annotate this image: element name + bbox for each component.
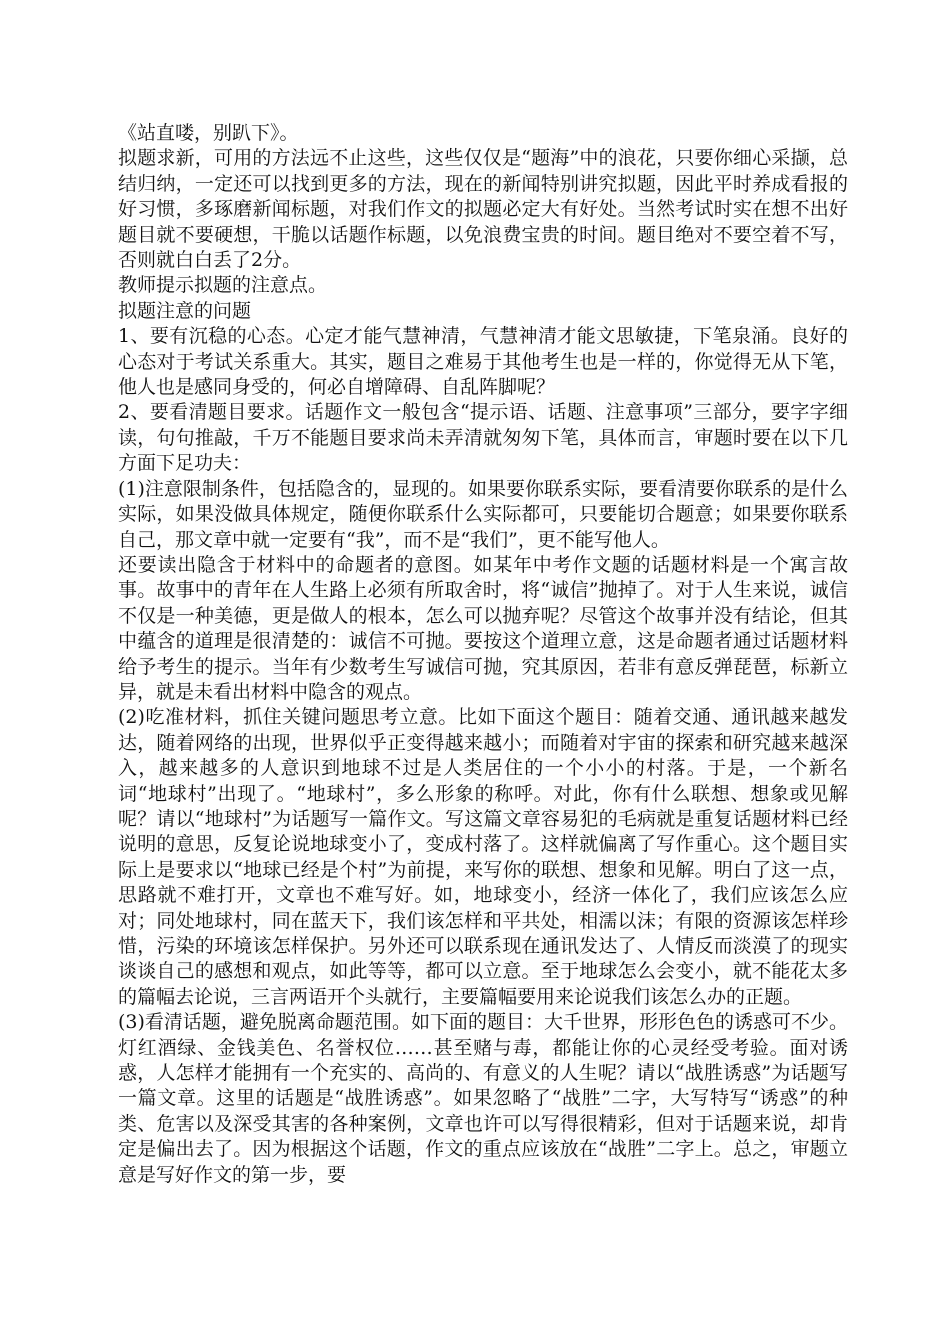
paragraph: 拟题求新，可用的方法远不止这些，这些仅仅是“题海”中的浪花，只要你细心采撷，总结归纳，一定还可以找到更多的方法，现在的新闻特别讲究拟题，因此平时养成看报的好习惯，多琢磨新闻标题，对我们作文的拟题必定大有好处。当然考试时实在想不出好题目就不要硬想，干脆以话题作标题，以免浪费宝贵的时间。题目绝对不要空着不写，否则就白白丢了2分。 [118,147,848,272]
document-body [118,121,848,1188]
paragraph: (3)看清话题，避免脱离命题范围。如下面的题目：大千世界，形形色色的诱惑可不少。灯红酒绿、金钱美色、名誉权位……甚至赌与毒，都能让你的心灵经受考验。面对诱惑，人怎样才能拥有一个充实的、高尚的、有意义的人生呢？请以“战胜诱惑”为话题写一篇文章。这里的话题是“战胜诱惑”。如果忽略了“战胜”二字，大写特写“诱惑”的种类、危害以及深受其害的各种案例，文章也许可以写得很精彩，但对于话题来说，却肯定是偏出去了。因为根据这个话题，作文的重点应该放在“战胜”二字上。总之，审题立意是写好作文的第一步，要 [118,1011,848,1186]
paragraph: 还要读出隐含于材料中的命题者的意图。如某年中考作文题的话题材料是一个寓言故事。故事中的青年在人生路上必须有所取舍时，将“诚信”抛掉了。对于人生来说，诚信不仅是一种美德，更是做人的根本，怎么可以抛弃呢？尽管这个故事并没有结论，但其中蕴含的道理是很清楚的：诚信不可抛。要按这个道理立意，这是命题者通过话题材料给予考生的提示。当年有少数考生写诚信可抛，究其原因，若非有意反弹琵琶，标新立异，就是未看出材料中隐含的观点。 [118,553,848,703]
paragraph: 2、要看清题目要求。话题作文一般包含“提示语、话题、注意事项”三部分，要字字细读，句句推敲，千万不能题目要求尚未弄清就匆匆下笔，具体而言，审题时要在以下几方面下足功夫： [118,401,848,475]
paragraph: (2)吃准材料，抓住关键问题思考立意。比如下面这个题目：随着交通、通讯越来越发达，随着网络的出现，世界似乎正变得越来越小；而随着对宇宙的探索和研究越来越深入，越来越多的人意识到地球不过是人类居住的一个小小的村落。于是，一个新名词“地球村”出现了。“地球村”，多么形象的称呼。对此，你有什么联想、想象或见解呢？请以“地球村”为话题写一篇作文。写这篇文章容易犯的毛病就是重复话题材料已经说明的意思，反复论说地球变小了，变成村落了。这样就偏离了写作重心。这个题目实际上是要求以“地球已经是个村”为前提，来写你的联想、想象和见解。明白了这一点，思路就不难打开，文章也不难写好。如，地球变小，经济一体化了，我们应该怎么应对；同处地球村，同在蓝天下，我们该怎样和平共处，相濡以沫；有限的资源该怎样珍惜，污染的环境该怎样保护。另外还可以联系现在通讯发达了、人情反而淡漠了的现实谈谈自己的感想和观点，如此等等，都可以立意。至于地球怎么会变小，就不能花太多的篇幅去论说，三言两语开个头就行，主要篇幅要用来论说我们该怎么办的正题。 [118,706,848,1008]
section-heading: 拟题注意的问题 [118,299,252,322]
paragraph: 《站直喽，别趴下》。 [118,122,299,144]
paragraph: (1)注意限制条件，包括隐含的，显现的。如果要你联系实际，要看清要你联系的是什么实际，如果没做具体规定，随便你联系什么实际都可，只要能切合题意；如果要你联系自己，那文章中就一定要有“我”，而不是“我们”，更不能写他人。 [118,477,848,551]
paragraph: 1、要有沉稳的心态。心定才能气慧神清，气慧神清才能文思敏捷，下笔泉涌。良好的心态对于考试关系重大。其实，题目之难易于其他考生也是一样的，你觉得无从下笔，他人也是感同身受的，何必自增障碍、自乱阵脚呢？ [118,325,848,399]
paragraph: 教师提示拟题的注意点。 [118,274,328,297]
